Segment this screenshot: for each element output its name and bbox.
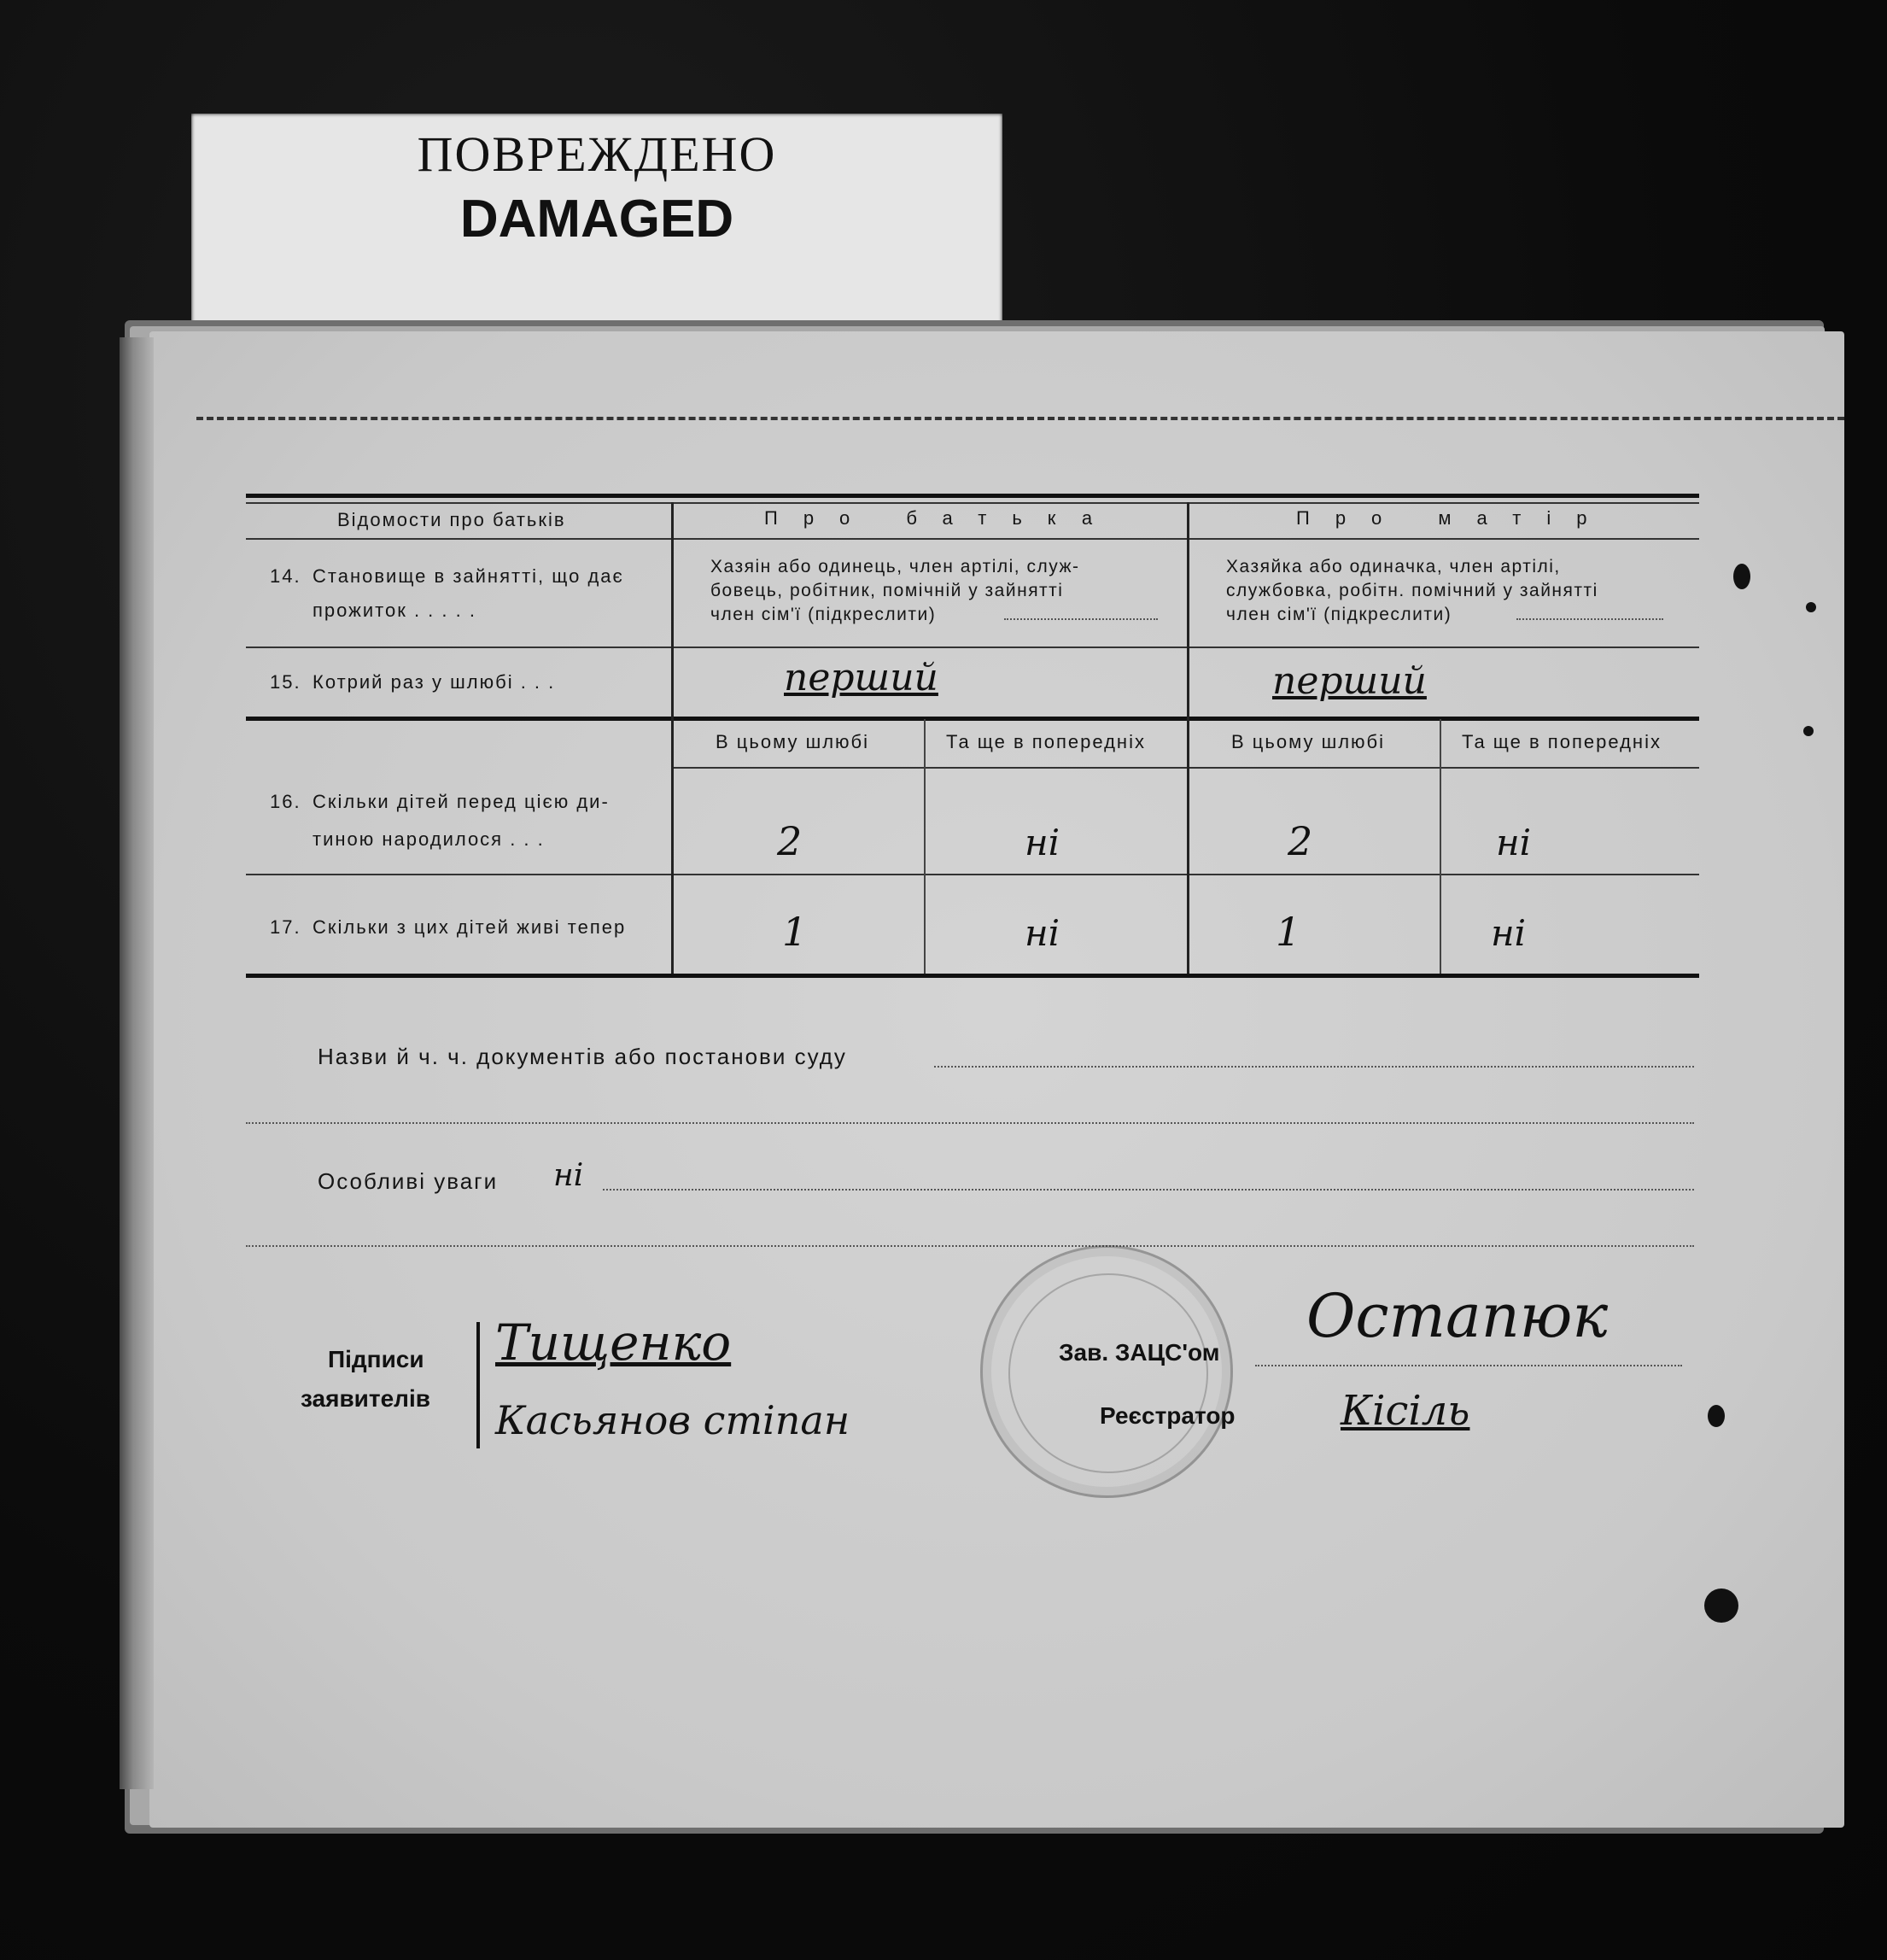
documents-dotline-1: [934, 1066, 1694, 1068]
document-page: [149, 331, 1844, 1828]
col-divider-father-sub: [924, 719, 926, 974]
row16-number: 16.: [270, 791, 301, 812]
applicants-label-line1: Підписи: [328, 1346, 424, 1372]
row16-father-this: 2: [777, 818, 803, 864]
damaged-label: [191, 114, 1002, 327]
documents-label: Назви й ч. ч. документів або постанови суду: [318, 1044, 847, 1069]
row16-label-line2: тиною народилося . . .: [313, 828, 545, 850]
applicant2-signature: Касьянов стіпан: [495, 1397, 850, 1443]
row17-number: 17.: [270, 916, 301, 938]
table-top-rule: [246, 494, 1699, 498]
damage-mark: [1733, 564, 1750, 589]
row14-mother-line1: Хазяйка або одиначка, член артілі,: [1226, 557, 1561, 576]
row17-label: Скільки з цих дітей живі тепер: [313, 916, 627, 938]
row16-rule: [246, 874, 1699, 875]
damaged-label-ru: ПОВРЕЖДЕНО: [417, 126, 777, 182]
row16-label-line1: Скільки дітей перед цією ди-: [313, 791, 610, 812]
damaged-label-en: DAMAGED: [459, 190, 734, 249]
header-col1: Відомости про батьків: [337, 509, 566, 530]
documents-dotline-2: [246, 1122, 1694, 1124]
row14-label-line1: Становище в зайнятті, що дає: [313, 565, 624, 587]
damage-mark: [1806, 602, 1816, 612]
row17-father-this: 1: [782, 909, 808, 955]
applicant1-signature: Тищенко: [495, 1313, 732, 1372]
official-seal-inner-ring: [1008, 1273, 1208, 1473]
damage-mark: [1704, 1588, 1738, 1623]
remarks-dotline: [603, 1189, 1694, 1191]
table-top-rule-inner: [246, 502, 1699, 504]
table-bottom-rule: [246, 974, 1699, 978]
head-dotline: [1255, 1365, 1682, 1366]
row16-father-prev: ні: [1025, 822, 1060, 863]
subheader-rule: [673, 767, 1699, 769]
row14-mother-line2: службовка, робітн. помічний у зайнятті: [1226, 581, 1598, 600]
head-label: Зав. ЗАЦС'ом: [1059, 1339, 1220, 1366]
row14-father-line1: Хазяін або одинець, член артілі, служ-: [710, 557, 1080, 576]
official-seal: [980, 1245, 1233, 1498]
header-col2: Про батька: [764, 507, 1119, 529]
row15-label: Котрий раз у шлюбі . . .: [313, 671, 556, 693]
header-col3: Про матір: [1296, 507, 1613, 529]
row17-mother-this: 1: [1276, 909, 1301, 955]
registrar-signature: Кісіль: [1341, 1387, 1470, 1435]
col-divider-2: [1187, 502, 1189, 974]
row14-number: 14.: [270, 565, 301, 587]
remarks-dotline-2: [246, 1245, 1694, 1247]
subheader-mother-prev: Та ще в попередніх: [1462, 731, 1662, 752]
applicants-label-line2: заявителів: [301, 1385, 430, 1412]
col-divider-mother-sub: [1440, 719, 1441, 974]
registrar-label: Реєстратор: [1100, 1402, 1236, 1429]
perforation-line: [196, 417, 1844, 420]
row14-label-line2: прожиток . . . . .: [313, 600, 476, 621]
row16-mother-prev: ні: [1496, 822, 1532, 863]
row14-rule: [246, 647, 1699, 648]
row14-father-line2: бовець, робітник, помічній у зайнятті: [710, 581, 1064, 600]
row16-mother-this: 2: [1288, 818, 1313, 864]
subheader-mother-this: В цьому шлюбі: [1231, 731, 1386, 752]
row15-father-value: перший: [784, 656, 938, 699]
row14-mother-line3: член сім'ї (підкреслити): [1226, 605, 1452, 624]
header-rule: [246, 538, 1699, 540]
row15-rule: [246, 717, 1699, 721]
subheader-father-this: В цьому шлюбі: [716, 731, 870, 752]
row15-mother-value: перший: [1272, 659, 1427, 703]
damage-mark: [1803, 726, 1814, 736]
row15-number: 15.: [270, 671, 301, 693]
damage-mark: [1708, 1405, 1725, 1427]
row14-mother-dotline: [1516, 618, 1663, 620]
remarks-label: Особливі уваги: [318, 1168, 499, 1194]
subheader-father-prev: Та ще в попередніх: [946, 731, 1146, 752]
applicants-bracket: [476, 1322, 487, 1448]
head-signature: Остапюк: [1306, 1281, 1609, 1351]
left-binding: [120, 337, 154, 1789]
remarks-value: ні: [553, 1158, 584, 1193]
row14-father-line3: член сім'ї (підкреслити): [710, 605, 937, 624]
row17-father-prev: ні: [1025, 912, 1060, 954]
row17-mother-prev: ні: [1491, 912, 1527, 954]
row14-father-dotline: [1004, 618, 1158, 620]
col-divider-1: [671, 502, 674, 974]
